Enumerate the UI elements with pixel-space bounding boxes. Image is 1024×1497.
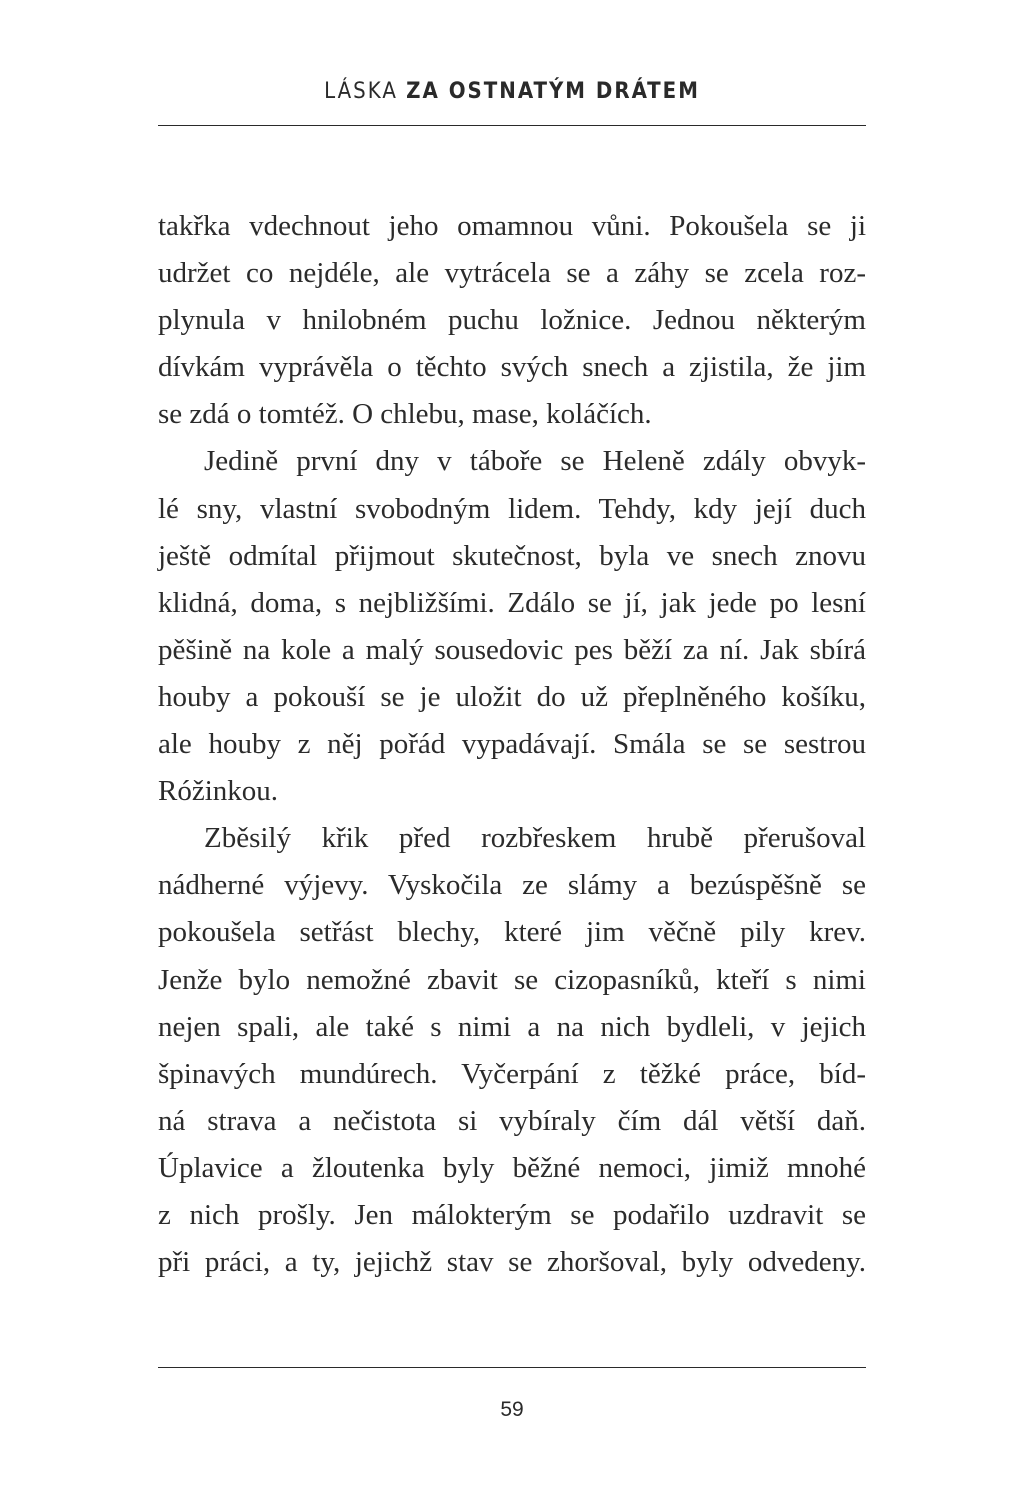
text-line: takřka vdechnout jeho omamnou vůni. Pokoušela se ji	[158, 210, 866, 242]
text-line: klidná, doma, s nejbližšími. Zdálo se jí, jak jede po lesní	[158, 586, 866, 619]
text-line: pěšině na kole a malý sousedovic pes běží za ní. Jak sbírá	[158, 633, 866, 666]
text-line: Zběsilý křik před rozbřeskem hrubě přerušoval	[204, 822, 866, 855]
text-line: nejen spali, ale také s nimi a na nich bydleli, v jejich	[158, 1010, 866, 1043]
text-line: lé sny, vlastní svobodným lidem. Tehdy, kdy její duch	[158, 492, 866, 525]
body-text	[158, 203, 866, 1286]
text-line: ná strava a nečistota si vybíraly čím dál větší daň.	[158, 1104, 866, 1137]
text-line: Jedině první dny v táboře se Heleně zdály obvyk-	[204, 445, 866, 478]
text-line: dívkám vyprávěla o těchto svých snech a zjistila, že jim	[158, 351, 866, 384]
text-line: udržet co nejdéle, ale vytrácela se a záhy se zcela roz-	[158, 257, 866, 290]
text-line: špinavých mundúrech. Vyčerpání z těžké práce, bíd-	[158, 1057, 866, 1090]
text-line: při práci, a ty, jejichž stav se zhoršoval, byly odvedeny.	[158, 1246, 866, 1279]
header-title-bold: ZA OSTNATÝM DRÁTEM	[406, 79, 700, 104]
header-title-light: LÁSKA	[324, 79, 398, 104]
text-line: plynula v hnilobném puchu ložnice. Jednou některým	[158, 304, 866, 337]
text-line: ale houby z něj pořád vypadávají. Smála se se sestrou	[158, 728, 866, 761]
page-number: 59	[500, 1398, 524, 1421]
text-line: se zdá o tomtéž. O chlebu, mase, koláčích.	[158, 398, 652, 431]
text-line: Jenže bylo nemožné zbavit se cizopasníků, kteří s nimi	[158, 963, 866, 996]
text-line: houby a pokouší se je uložit do už přeplněného košíku,	[158, 680, 866, 713]
running-header	[158, 77, 866, 107]
text-line: z nich prošly. Jen málokterým se podařilo uzdravit se	[158, 1198, 866, 1231]
text-line: nádherné výjevy. Vyskočila ze slámy a bezúspěšně se	[158, 869, 866, 902]
text-line: pokoušela setřást blechy, které jim věčně pily krev.	[158, 916, 866, 949]
text-line: Róžinkou.	[158, 775, 279, 808]
text-line: ještě odmítal přijmout skutečnost, byla ve snech znovu	[158, 539, 866, 572]
text-line: Úplavice a žloutenka byly běžné nemoci, jimiž mnohé	[158, 1151, 866, 1184]
header-rule	[158, 125, 866, 126]
footer-rule	[158, 1367, 866, 1368]
